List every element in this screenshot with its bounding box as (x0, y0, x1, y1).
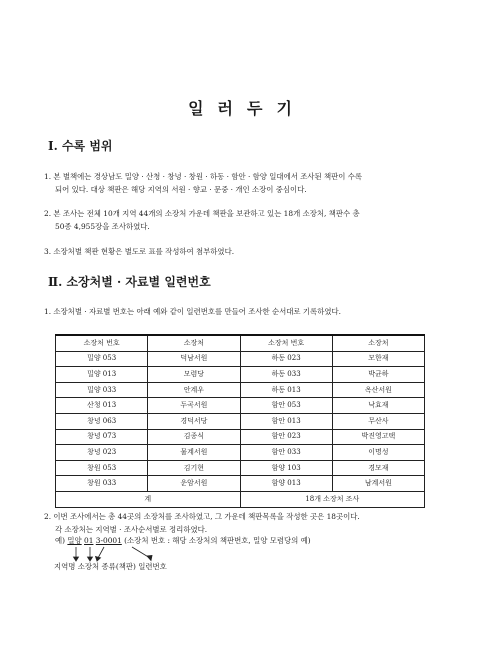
table-cell: 창녕 073 (56, 429, 148, 445)
table-cell: 덕남서원 (148, 351, 240, 367)
table-cell: 함양 103 (240, 460, 332, 476)
numbering-item-1: 1. 소장처별 · 자료별 번호는 아래 예와 같이 일련번호를 만들어 조사한 순서대로 기록하였다. (44, 307, 341, 316)
table-row (56, 351, 425, 367)
table-row (56, 460, 425, 476)
table-row (56, 476, 425, 492)
table-cell: 하동 023 (240, 351, 332, 367)
table-cell: 산청 013 (56, 398, 148, 414)
table-cell: 밀양 053 (56, 351, 148, 367)
table-cell: 박균하 (332, 367, 424, 383)
page-title: 일러두기 (188, 99, 306, 118)
table-cell: 김종식 (148, 429, 240, 445)
table-header: 소장처 (148, 335, 240, 351)
table-row (56, 413, 425, 429)
example-region-code: 밀양 (67, 536, 82, 545)
scope-item-2-line1: 2. 본 조사는 전체 10개 지역 44개의 소장처 가운데 책판을 보관하고 있는 18개 소장처, 책판수 총 (44, 209, 360, 218)
table-cell: 두곡서원 (148, 398, 240, 414)
table-cell: 박진영고택 (332, 429, 424, 445)
table-cell: 모렴당 (148, 367, 240, 383)
table-total-row (56, 491, 425, 507)
scope-item-3-line1: 3. 소장처별 책판 현황은 별도로 표를 작성하여 첨부하였다. (44, 247, 235, 256)
table-cell: 하동 033 (240, 367, 332, 383)
numbering-item-2-line2: 각 소장처는 지역별 · 조사순서별로 정리하였다. (55, 525, 208, 534)
table-cell: 모한재 (332, 351, 424, 367)
example-prefix: 예) (55, 536, 66, 545)
example-serial-code: 3-0001 (95, 536, 122, 545)
example-legend: 지역명 소장처 종류(책판) 일련번호 (54, 562, 167, 571)
table-row (56, 445, 425, 461)
numbering-item-2 (44, 510, 444, 536)
table-cell: 이명성 (332, 445, 424, 461)
table-cell: 함안 023 (240, 429, 332, 445)
table-total-label: 계 (56, 491, 241, 507)
table-cell: 창원 033 (56, 476, 148, 492)
table-cell: 안계우 (148, 382, 240, 398)
table-row (56, 382, 425, 398)
scope-item-1-line1: 1. 본 별책에는 경상남도 밀양 · 산청 · 창녕 · 창원 · 하동 · 함안 · 함양 일대에서 조사된 책판이 수록 (44, 172, 363, 181)
table-cell: 경모재 (332, 460, 424, 476)
table-header: 소장처 번호 (56, 335, 148, 351)
table-cell: 창원 053 (56, 460, 148, 476)
example-holder-code: 01 (84, 536, 94, 545)
example-explanation: (소장처 번호 : 해당 소장처의 책판번호, 밀양 모렴당의 예) (121, 536, 311, 545)
scope-item-3 (44, 245, 444, 258)
table-cell: 운암서원 (148, 476, 240, 492)
table-cell: 옥산서원 (332, 382, 424, 398)
table-cell: 함양 013 (240, 476, 332, 492)
table-cell: 하동 013 (240, 382, 332, 398)
table-cell: 남계서원 (332, 476, 424, 492)
table-cell: 경덕서당 (148, 413, 240, 429)
table-cell: 함안 053 (240, 398, 332, 414)
scope-item-2 (44, 207, 444, 233)
table-cell: 함안 033 (240, 445, 332, 461)
table-header-row (56, 335, 425, 351)
table-header: 소장처 번호 (240, 335, 332, 351)
table-row (56, 429, 425, 445)
holdings-table (55, 334, 425, 508)
table-cell: 무산사 (332, 413, 424, 429)
table-row (56, 367, 425, 383)
table-total-value: 18개 소장처 조사 (240, 491, 425, 507)
table-cell: 함안 013 (240, 413, 332, 429)
arrow-line-icon (98, 547, 104, 558)
table-cell: 김기현 (148, 460, 240, 476)
table-cell: 밀양 033 (56, 382, 148, 398)
scope-item-1 (44, 170, 444, 196)
table-cell: 밀양 013 (56, 367, 148, 383)
table-cell: 물계서원 (148, 445, 240, 461)
table-row (56, 398, 425, 414)
numbering-item-2-line1: 2. 이번 조사에서는 총 44곳의 소장처를 조사하였고, 그 가운데 책판목록을 작성한 곳은 18곳이다. (44, 512, 360, 521)
section-heading-scope: Ⅰ. 수록 범위 (48, 139, 113, 153)
table-cell: 낙효재 (332, 398, 424, 414)
scope-item-2-line2: 50종 4,955장을 조사하였다. (55, 222, 150, 231)
table-cell: 창녕 023 (56, 445, 148, 461)
scope-item-1-line2: 되어 있다. 대상 책판은 해당 지역의 서원 · 향교 · 문중 · 개인 소장이 중심이다. (55, 185, 307, 194)
table-cell: 창녕 063 (56, 413, 148, 429)
arrow-head-icon (147, 556, 152, 561)
table-header: 소장처 (332, 335, 424, 351)
section-heading-numbering: Ⅱ. 소장처별 · 자료별 일련번호 (48, 275, 211, 289)
